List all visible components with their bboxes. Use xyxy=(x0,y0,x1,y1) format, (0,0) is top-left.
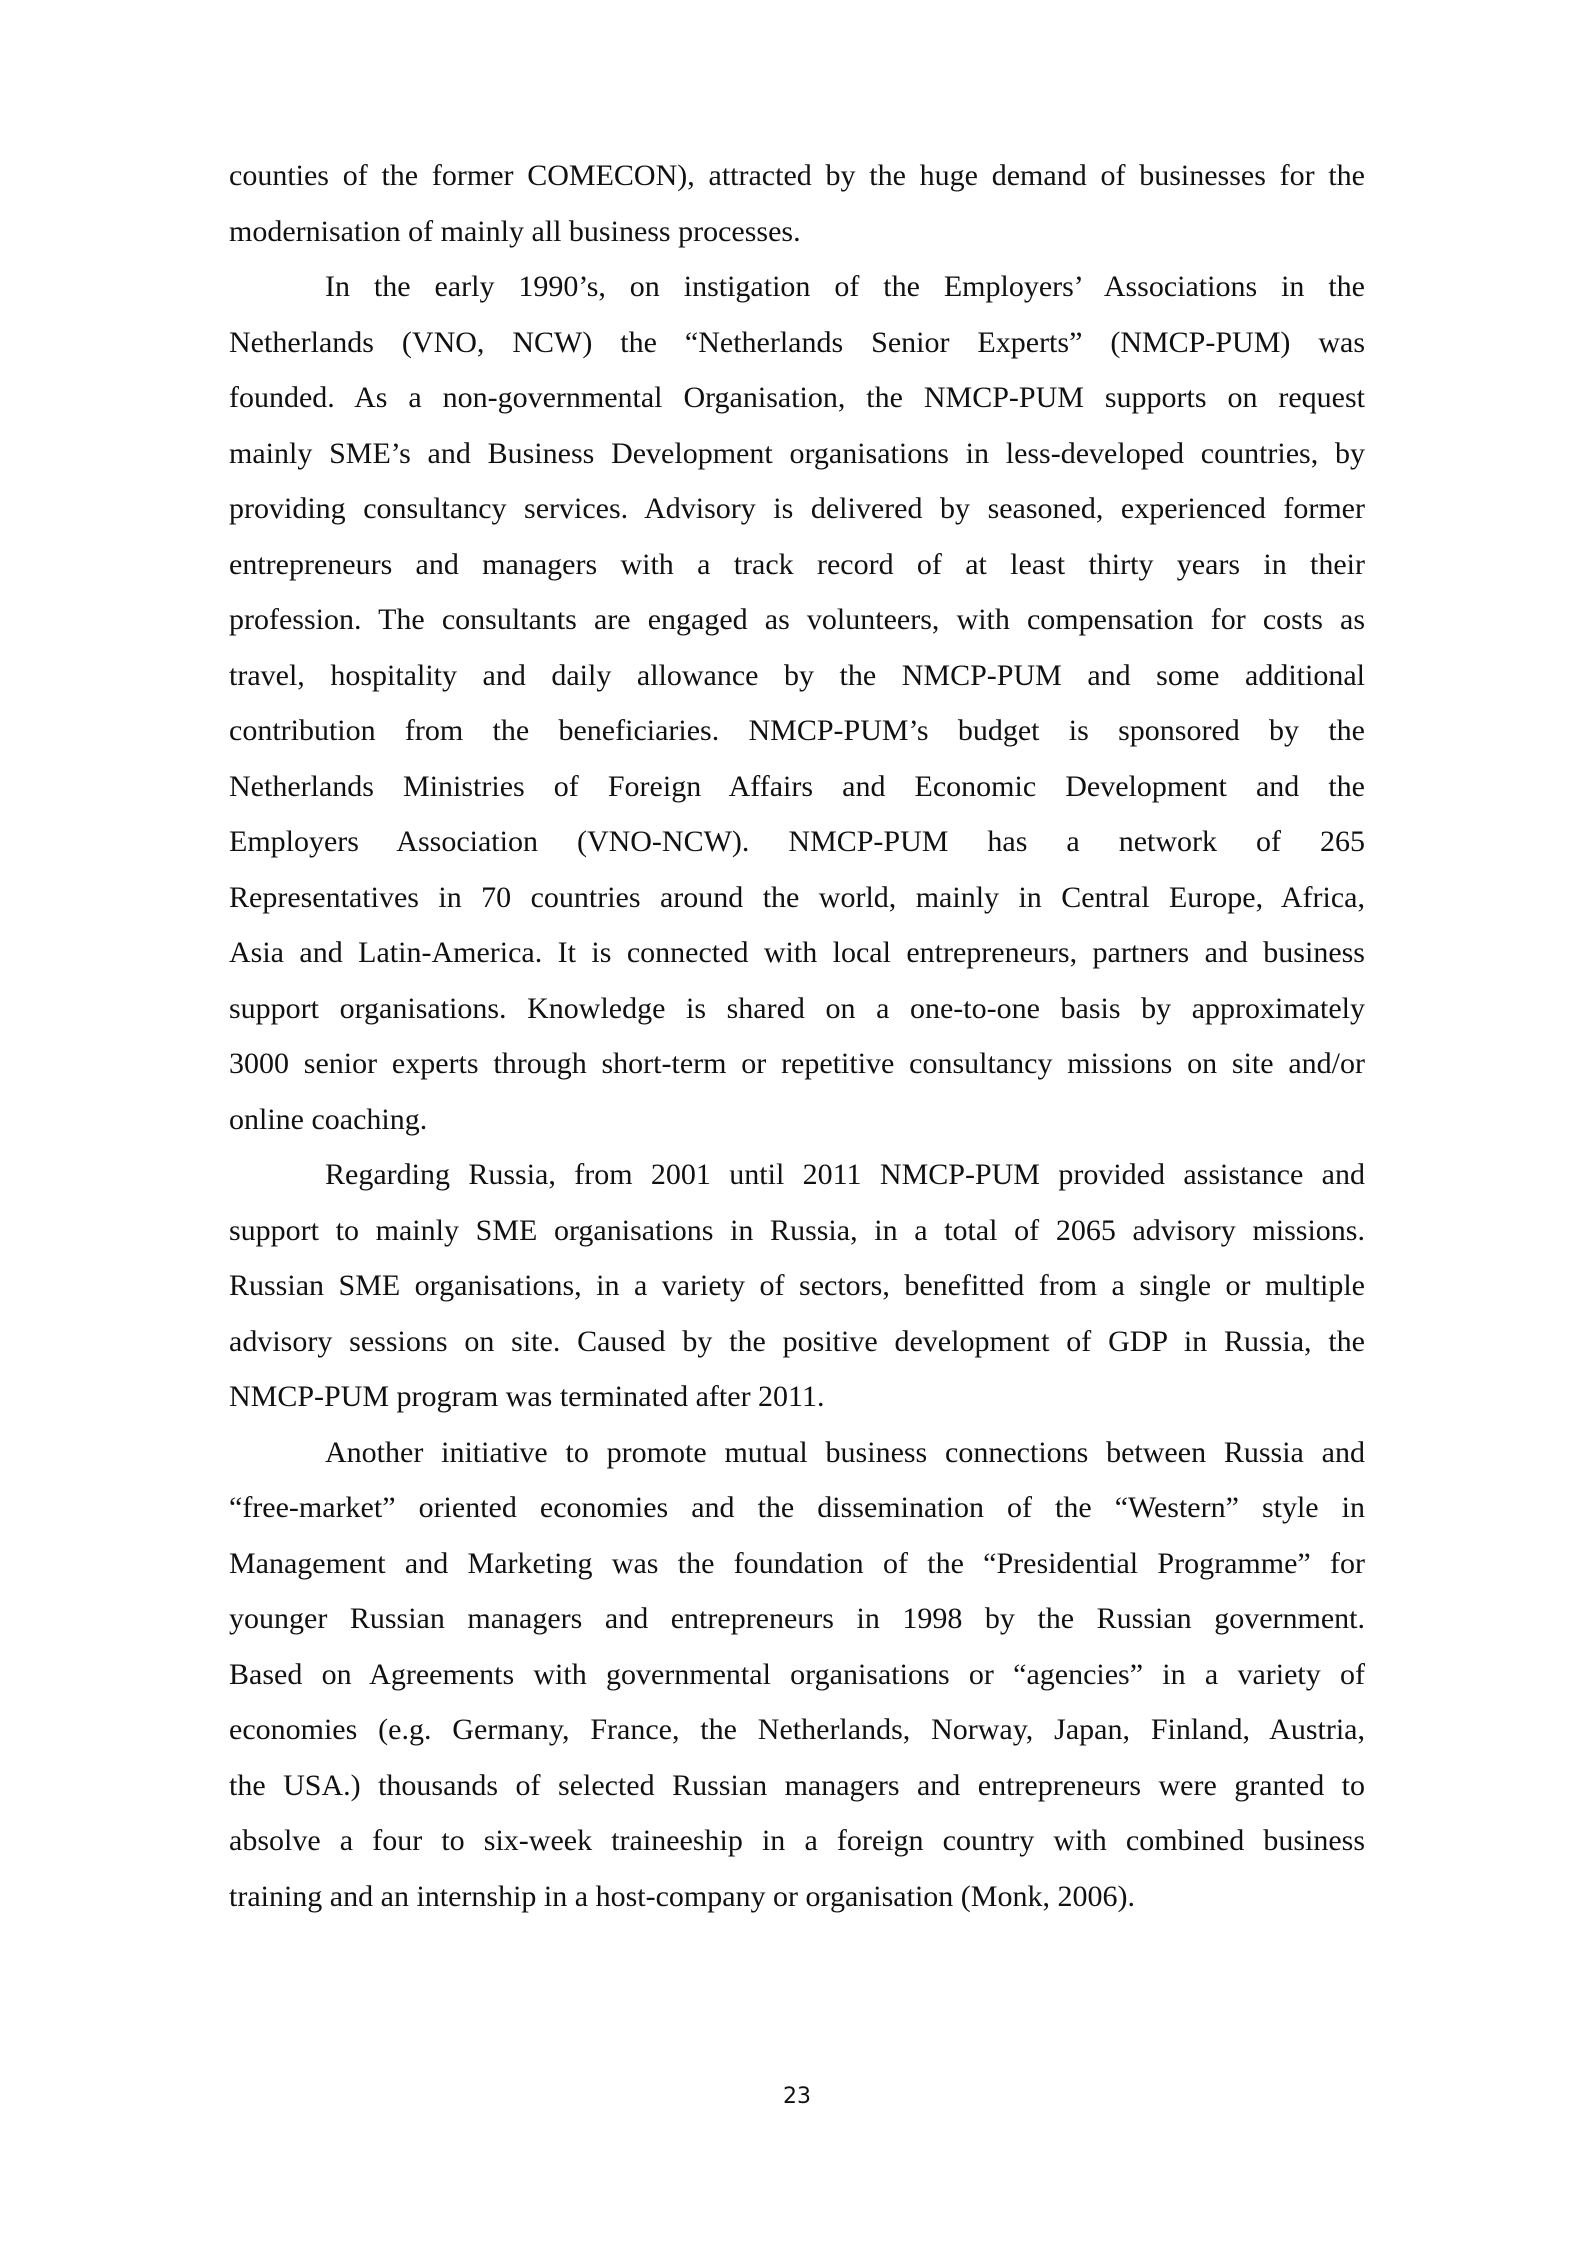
paragraph xyxy=(229,148,1365,259)
text-line: online coaching. xyxy=(229,1102,428,1136)
text-line: “free-market” oriented economies and the dissemination of the “Western” style in xyxy=(229,1491,1365,1524)
text-line: support organisations. Knowledge is shared on a one-to-one basis by approximately xyxy=(229,991,1365,1025)
paragraph xyxy=(229,1425,1365,1925)
text-line: Based on Agreements with governmental organisations or “agencies” in a variety of xyxy=(229,1657,1365,1691)
text-line: training and an internship in a host-company or organisation (Monk, 2006). xyxy=(229,1879,1135,1913)
text-line: Another initiative to promote mutual business connections between Russia and xyxy=(325,1435,1365,1469)
text-line: modernisation of mainly all business processes. xyxy=(229,214,801,248)
text-line: NMCP-PUM program was terminated after 2011. xyxy=(229,1380,825,1413)
text-line: Employers Association (VNO-NCW). NMCP-PUM has a network of 265 xyxy=(229,825,1365,858)
text-line: absolve a four to six-week traineeship in a foreign country with combined business xyxy=(229,1824,1365,1857)
page-number: 23 xyxy=(783,2084,811,2109)
text-line: Netherlands (VNO, NCW) the “Netherlands Senior Experts” (NMCP-PUM) was xyxy=(229,325,1365,359)
text-line: Regarding Russia, from 2001 until 2011 NMCP-PUM provided assistance and xyxy=(325,1158,1365,1191)
text-line: economies (e.g. Germany, France, the Netherlands, Norway, Japan, Finland, Austria, xyxy=(229,1713,1365,1746)
text-line: founded. As a non-governmental Organisation, the NMCP-PUM supports on request xyxy=(229,381,1365,414)
text-line: Management and Marketing was the foundation of the “Presidential Programme” for xyxy=(229,1546,1365,1580)
text-line: younger Russian managers and entrepreneurs in 1998 by the Russian government. xyxy=(229,1602,1365,1635)
text-line: 3000 senior experts through short-term or repetitive consultancy missions on site and/or xyxy=(229,1047,1365,1080)
text-line: the USA.) thousands of selected Russian managers and entrepreneurs were granted to xyxy=(229,1768,1365,1802)
text-line: support to mainly SME organisations in Russia, in a total of 2065 advisory missions. xyxy=(229,1213,1365,1247)
text-line: In the early 1990’s, on instigation of the Employers’ Associations in the xyxy=(325,270,1365,303)
text-line: Russian SME organisations, in a variety of sectors, benefitted from a single or multiple xyxy=(229,1269,1365,1302)
text-line: Asia and Latin-America. It is connected with local entrepreneurs, partners and business xyxy=(229,936,1365,969)
text-line: counties of the former COMECON), attracted by the huge demand of businesses for the xyxy=(229,159,1365,192)
text-line: entrepreneurs and managers with a track record of at least thirty years in their xyxy=(229,547,1365,581)
document-body xyxy=(229,148,1365,1924)
text-line: providing consultancy services. Advisory is delivered by seasoned, experienced former xyxy=(229,492,1365,525)
text-line: mainly SME’s and Business Development organisations in less-developed countries, by xyxy=(229,436,1365,470)
paragraph xyxy=(229,259,1365,1147)
text-line: Representatives in 70 countries around the world, mainly in Central Europe, Africa, xyxy=(229,880,1365,914)
text-line: advisory sessions on site. Caused by the positive development of GDP in Russia, the xyxy=(229,1324,1365,1358)
text-line: travel, hospitality and daily allowance by the NMCP-PUM and some additional xyxy=(229,658,1365,692)
text-line: Netherlands Ministries of Foreign Affairs and Economic Development and the xyxy=(229,769,1365,803)
text-line: contribution from the beneficiaries. NMCP-PUM’s budget is sponsored by the xyxy=(229,714,1365,747)
text-line: profession. The consultants are engaged as volunteers, with compensation for costs as xyxy=(229,603,1365,636)
paragraph xyxy=(229,1147,1365,1425)
